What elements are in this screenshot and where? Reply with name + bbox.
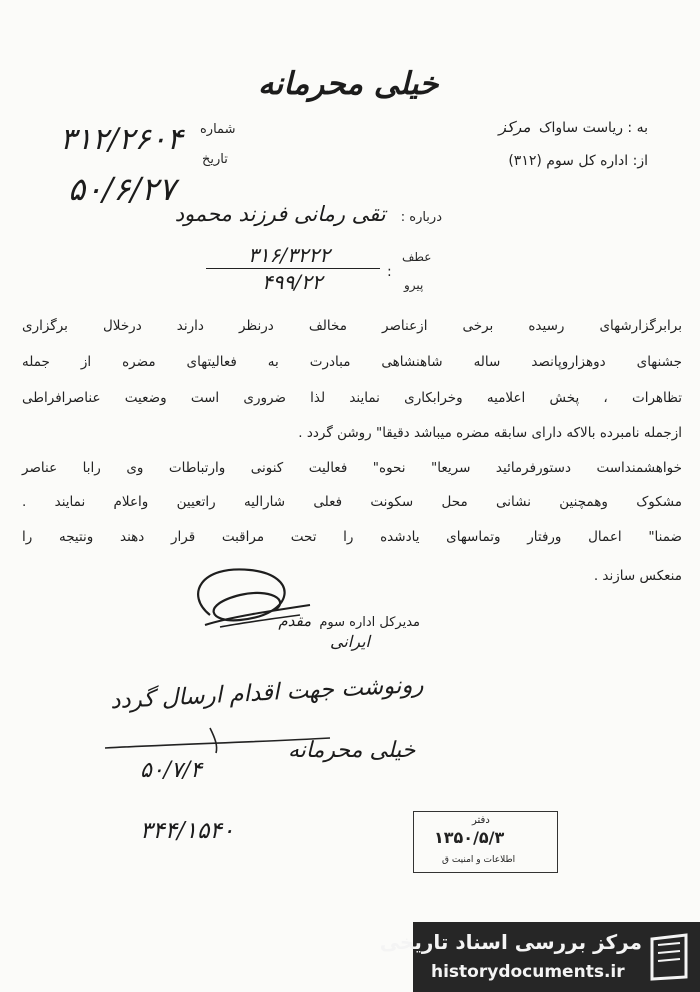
subject-value: تقی رمانی فرزند محمود <box>174 202 386 226</box>
body-line: ضمنا" اعمال ورفتار وتماسهای یادشده را تحت مراقبت قرار دهند ونتیجه را <box>22 529 682 545</box>
signature-block <box>278 612 420 630</box>
stamp-date: ۱۳۵۰/۵/۳ <box>434 828 505 847</box>
subject-label: درباره : <box>400 210 442 225</box>
reference-colon: : <box>387 264 392 280</box>
bottom-classification: خیلی محرمانه <box>288 738 416 763</box>
annotation-date: ۵۰/۷/۴ <box>140 758 203 783</box>
watermark-footer <box>379 922 700 992</box>
signature-title: مدیرکل اداره سوم <box>319 615 420 630</box>
handwritten-number: ۳۱۲/۲۶۰۴ <box>60 122 183 157</box>
classification-title: خیلی محرمانه <box>258 66 439 102</box>
body-line: مشکوک وهمچنین نشانی محل سکونت فعلی شارالیه راتعیین واعلام نمایند . <box>22 494 682 510</box>
signature-scribble <box>180 555 320 645</box>
atf-value: ۳۱۶/۳۲۲۲ <box>248 243 330 267</box>
peyro-label: پیرو <box>404 278 424 292</box>
stamp-label: دفتر <box>472 815 490 826</box>
signature-initials: ایرانی <box>330 632 370 651</box>
body-line: ازجمله نامبرده بالاکه دارای سابقه مضره میباشد دقیقا" روشن گردد . <box>298 425 682 441</box>
archive-logo-icon <box>646 931 692 983</box>
stamp-caption: اطلاعات و امنیت ق <box>442 855 516 865</box>
to-handwritten: مرکز <box>498 118 531 136</box>
subject-line <box>175 202 442 226</box>
body-line: جشنهای دوهزاروپانصد ساله شاهنشاهی مبادرت به فعالیتهای مضره از جمله <box>22 354 682 370</box>
signature-name: مقدم <box>278 612 312 630</box>
date-label: تاریخ <box>202 152 228 167</box>
office-stamp <box>413 811 558 873</box>
handwritten-note: رونوشت جهت اقدام ارسال گردد <box>109 671 425 715</box>
to-line <box>499 118 648 136</box>
watermark-url: historydocuments.ir <box>431 962 625 982</box>
body-line: برابرگزارشهای رسیده برخی ازعناصر مخالف درنظر دارند درخلال برگزاری <box>22 318 682 334</box>
watermark-name: مرکز بررسی اسناد تاریخی <box>379 930 642 954</box>
reference-rule <box>206 268 380 269</box>
number-label: شماره <box>200 122 236 137</box>
peyro-value: ۴۹۹/۲۲ <box>262 270 323 294</box>
bottom-number: ۳۴۴/۱۵۴۰ <box>140 818 235 844</box>
body-line: منعکس سازند . <box>593 568 682 584</box>
from-line: از: اداره کل سوم (۳۱۲) <box>508 153 648 169</box>
body-line: تظاهرات ، پخش اعلامیه وخرابکاری نمایند لذا ضروری است وضعیت عناصرافراطی <box>22 390 682 406</box>
atf-label: عطف <box>402 250 432 264</box>
handwritten-date: ۵۰/۶/۲۷ <box>68 170 176 208</box>
body-line: خواهشمنداست دستورفرمائید سریعا" نحوه" فعالیت کنونی وارتباطات وی رابا عناصر <box>22 460 682 476</box>
to-line-text: به : ریاست ساواک <box>538 120 648 136</box>
